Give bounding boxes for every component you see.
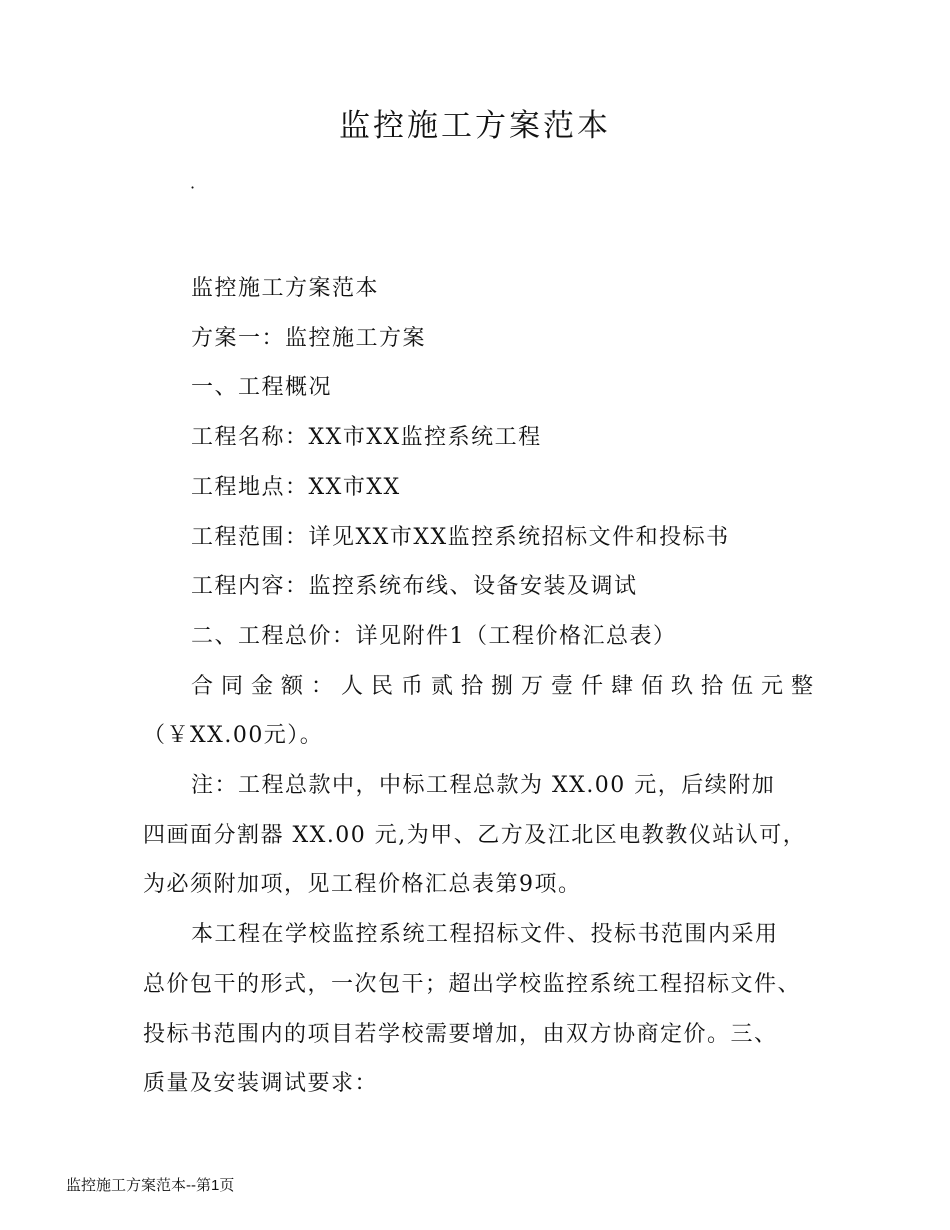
project-scope-line: 工程范围：详见XX市XX监控系统招标文件和投标书: [191, 524, 730, 550]
scope-paragraph-line-1: 本工程在学校监控系统工程招标文件、投标书范围内采用: [191, 922, 779, 948]
note-line-1: 注：工程总款中，中标工程总款为 XX.00 元，后续附加: [191, 773, 776, 799]
project-name-line: 工程名称：XX市XX监控系统工程: [191, 425, 542, 451]
project-location-line: 工程地点：XX市XX: [191, 474, 401, 500]
contract-amount-figure: （￥XX.00元）。: [143, 723, 324, 749]
document-body: [143, 264, 813, 1109]
page-footer: 监控施工方案范本--第1页: [66, 1177, 235, 1194]
quality-heading-line: 质量及安装调试要求：: [143, 1071, 379, 1097]
scope-paragraph-line-2: 总价包干的形式，一次包干；超出学校监控系统工程招标文件、: [143, 971, 802, 997]
project-content-line: 工程内容：监控系统布线、设备安装及调试: [191, 574, 638, 600]
section-heading-total-price: 二、工程总价：详见附件1（工程价格汇总表）: [191, 623, 677, 649]
note-line-3: 为必须附加项，见工程价格汇总表第9项。: [143, 872, 582, 898]
plan-heading: 方案一：监控施工方案: [191, 325, 427, 351]
contract-amount-line: 合同金额：人民币贰拾捌万壹仟肆佰玖拾伍元整: [191, 673, 813, 699]
scope-paragraph-line-3: 投标书范围内的项目若学校需要增加，由双方协商定价。三、: [143, 1021, 778, 1047]
note-line-2: 四画面分割器 XX.00 元,为甲、乙方及江北区电教教仪站认可，: [143, 822, 807, 848]
body-heading: 监控施工方案范本: [191, 276, 380, 301]
bullet-marker: ·: [190, 178, 196, 197]
section-heading-overview: 一、工程概况: [191, 375, 333, 401]
document-title: 监控施工方案范本: [339, 108, 611, 144]
